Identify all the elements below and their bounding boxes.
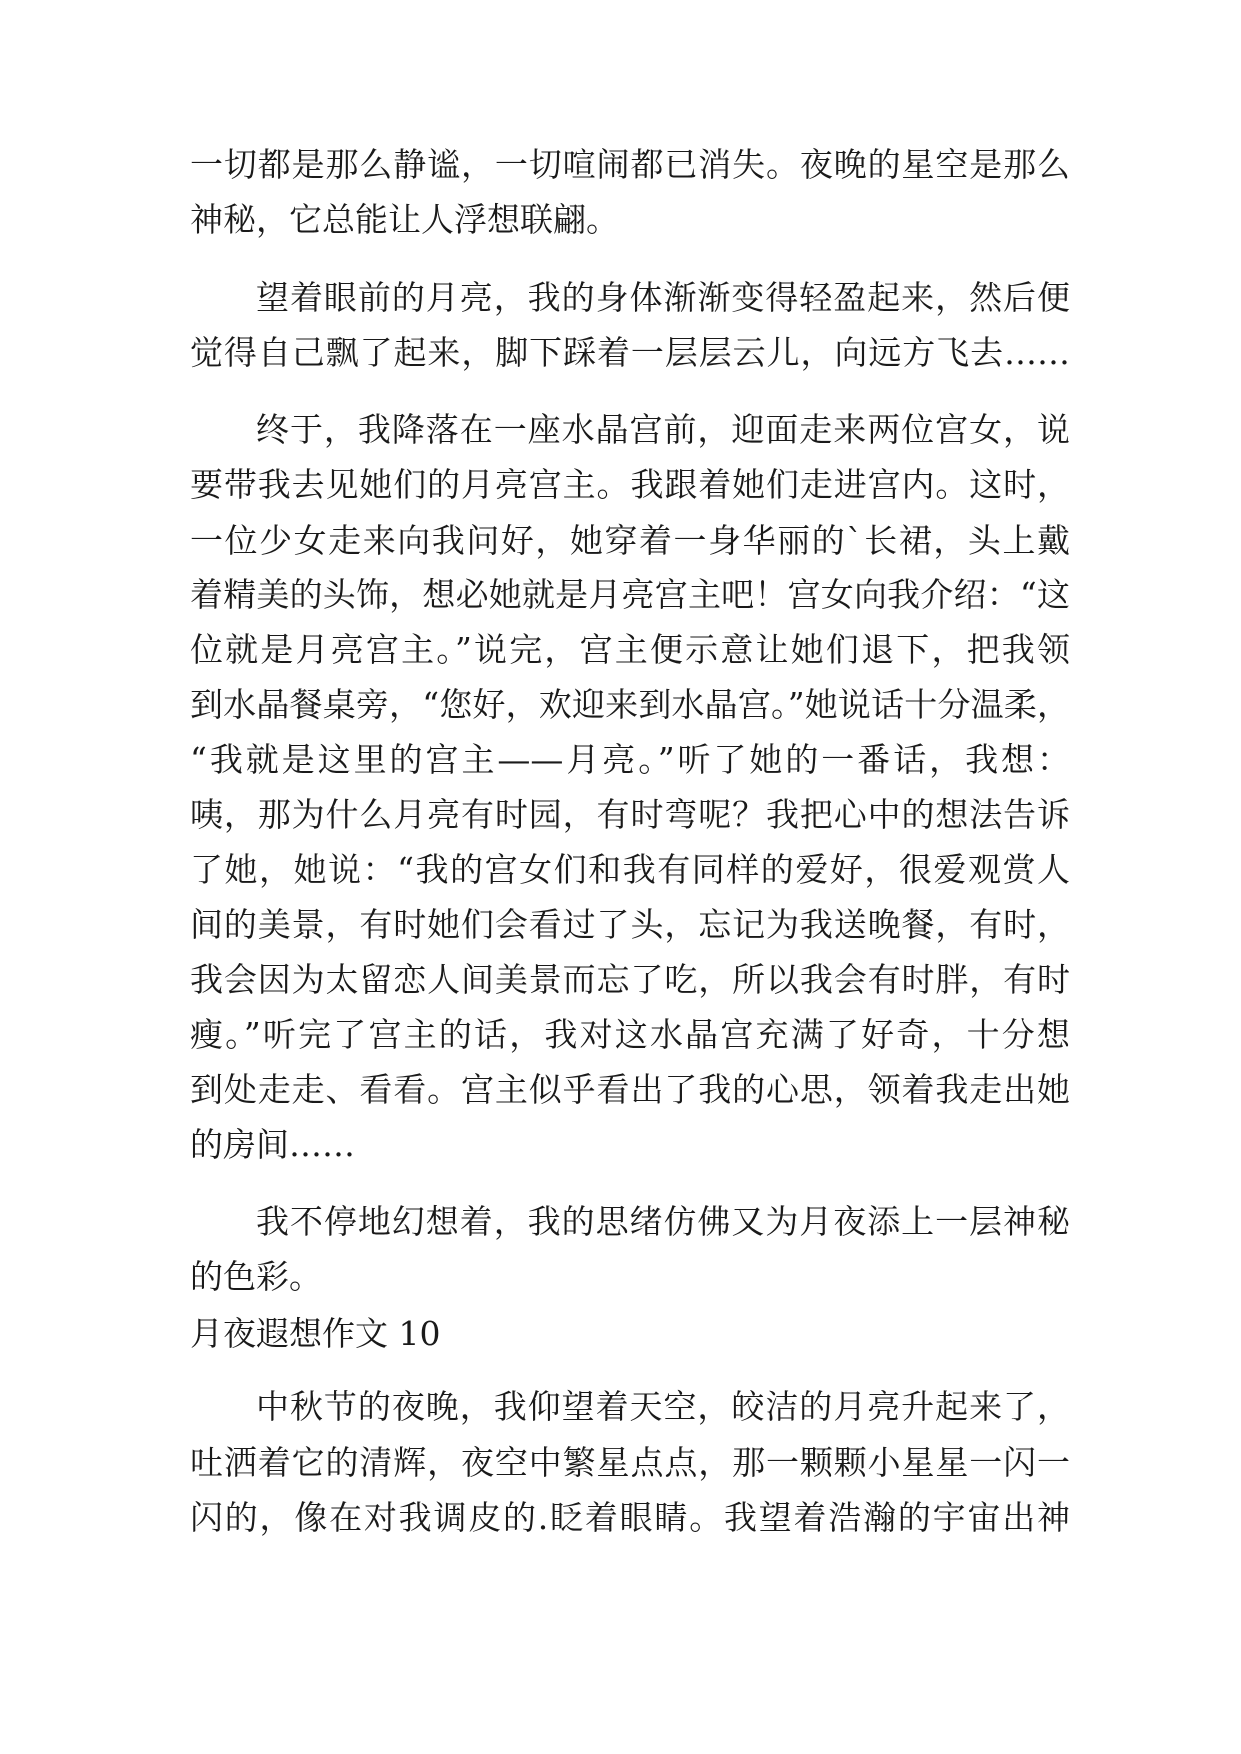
paragraph-line: 的房间……	[190, 1125, 355, 1164]
paragraph-line: 一切都是那么静谧，一切喧闹都已消失。夜晚的星空是那么	[190, 145, 1070, 184]
paragraph-line: 终于，我降落在一座水晶宫前，迎面走来两位宫女，说	[256, 410, 1070, 449]
paragraph-line: 了她，她说：“我的宫女们和我有同样的爱好，很爱观赏人	[190, 850, 1070, 889]
paragraph-line: 间的美景，有时她们会看过了头，忘记为我送晚餐，有时，	[190, 905, 1070, 944]
paragraph-line: 我会因为太留恋人间美景而忘了吃，所以我会有时胖，有时	[190, 960, 1070, 999]
paragraph-line: 到处走走、看看。宫主似乎看出了我的心思，领着我走出她	[190, 1070, 1070, 1109]
paragraph-line: 觉得自己飘了起来，脚下踩着一层层云儿，向远方飞去……	[190, 333, 1070, 372]
paragraph-line: 到水晶餐桌旁，“您好，欢迎来到水晶宫。”她说话十分温柔，	[190, 685, 1070, 724]
paragraph-line: 中秋节的夜晚，我仰望着天空，皎洁的月亮升起来了，	[256, 1387, 1070, 1426]
paragraph-line: “我就是这里的宫主——月亮。”听了她的一番话，我想：	[190, 740, 1070, 779]
paragraph-line: 一位少女走来向我问好，她穿着一身华丽的`长裙，头上戴	[190, 521, 1070, 560]
paragraph-line: 吐洒着它的清辉，夜空中繁星点点，那一颗颗小星星一闪一	[190, 1443, 1070, 1482]
paragraph-line: 要带我去见她们的月亮宫主。我跟着她们走进宫内。这时，	[190, 465, 1070, 504]
paragraph-line: 的色彩。	[190, 1257, 322, 1296]
paragraph-line: 着精美的头饰，想必她就是月亮宫主吧！宫女向我介绍：“这	[190, 575, 1070, 614]
paragraph-line: 望着眼前的月亮，我的身体渐渐变得轻盈起来，然后便	[256, 278, 1070, 317]
paragraph-line: 位就是月亮宫主。”说完，宫主便示意让她们退下，把我领	[190, 630, 1070, 669]
paragraph-line: 神秘，它总能让人浮想联翩。	[190, 200, 619, 239]
section-heading: 月夜遐想作文 10	[190, 1314, 441, 1353]
paragraph-line: 咦，那为什么月亮有时园，有时弯呢？我把心中的想法告诉	[190, 795, 1070, 834]
paragraph-line: 我不停地幻想着，我的思绪仿佛又为月夜添上一层神秘	[256, 1202, 1070, 1241]
paragraph-line: 闪的，像在对我调皮的.眨着眼睛。我望着浩瀚的宇宙出神	[190, 1498, 1070, 1537]
paragraph-line: 瘦。”听完了宫主的话，我对这水晶宫充满了好奇，十分想	[190, 1015, 1070, 1054]
